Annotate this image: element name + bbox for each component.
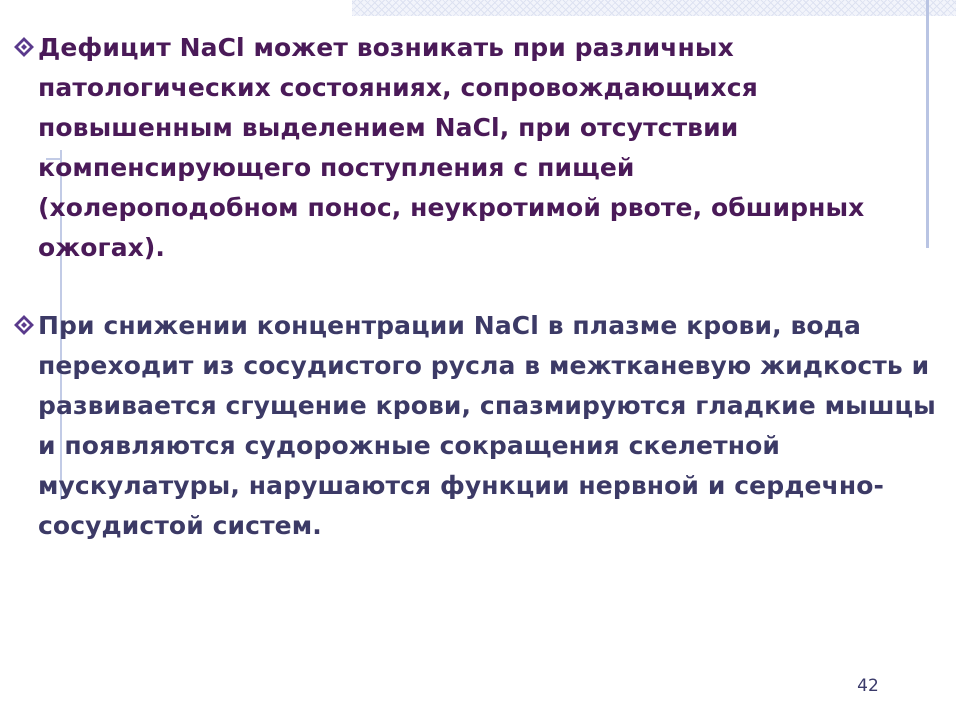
bullet-text: При снижении концентрации NaCl в плазме крови, вода переходит из сосудистого русла в межтканевую жидкость и развивается сгущение крови, спазмируются гладкие мышцы и появляются судорожные сокращения скелетной мускулатуры, нарушаются функции нервной и сердечно-сосудистой систем. (38, 311, 936, 540)
page-number: 42 (857, 676, 879, 696)
decorative-vertical-line (926, 0, 929, 248)
bullet-item (4, 28, 878, 268)
bullet-text: Дефицит NaCl может возникать при различных патологических состояниях, сопровождающихся повышенным выделением NaCl, при отсутствии компенсирующего поступления с пищей (холероподобном понос, неукротимой рвоте, обширных ожогах). (38, 33, 865, 262)
bullet-item (4, 306, 943, 546)
diamond-bullet-icon (4, 312, 38, 338)
decorative-pattern-band (352, 0, 956, 16)
diamond-bullet-icon (4, 34, 38, 60)
